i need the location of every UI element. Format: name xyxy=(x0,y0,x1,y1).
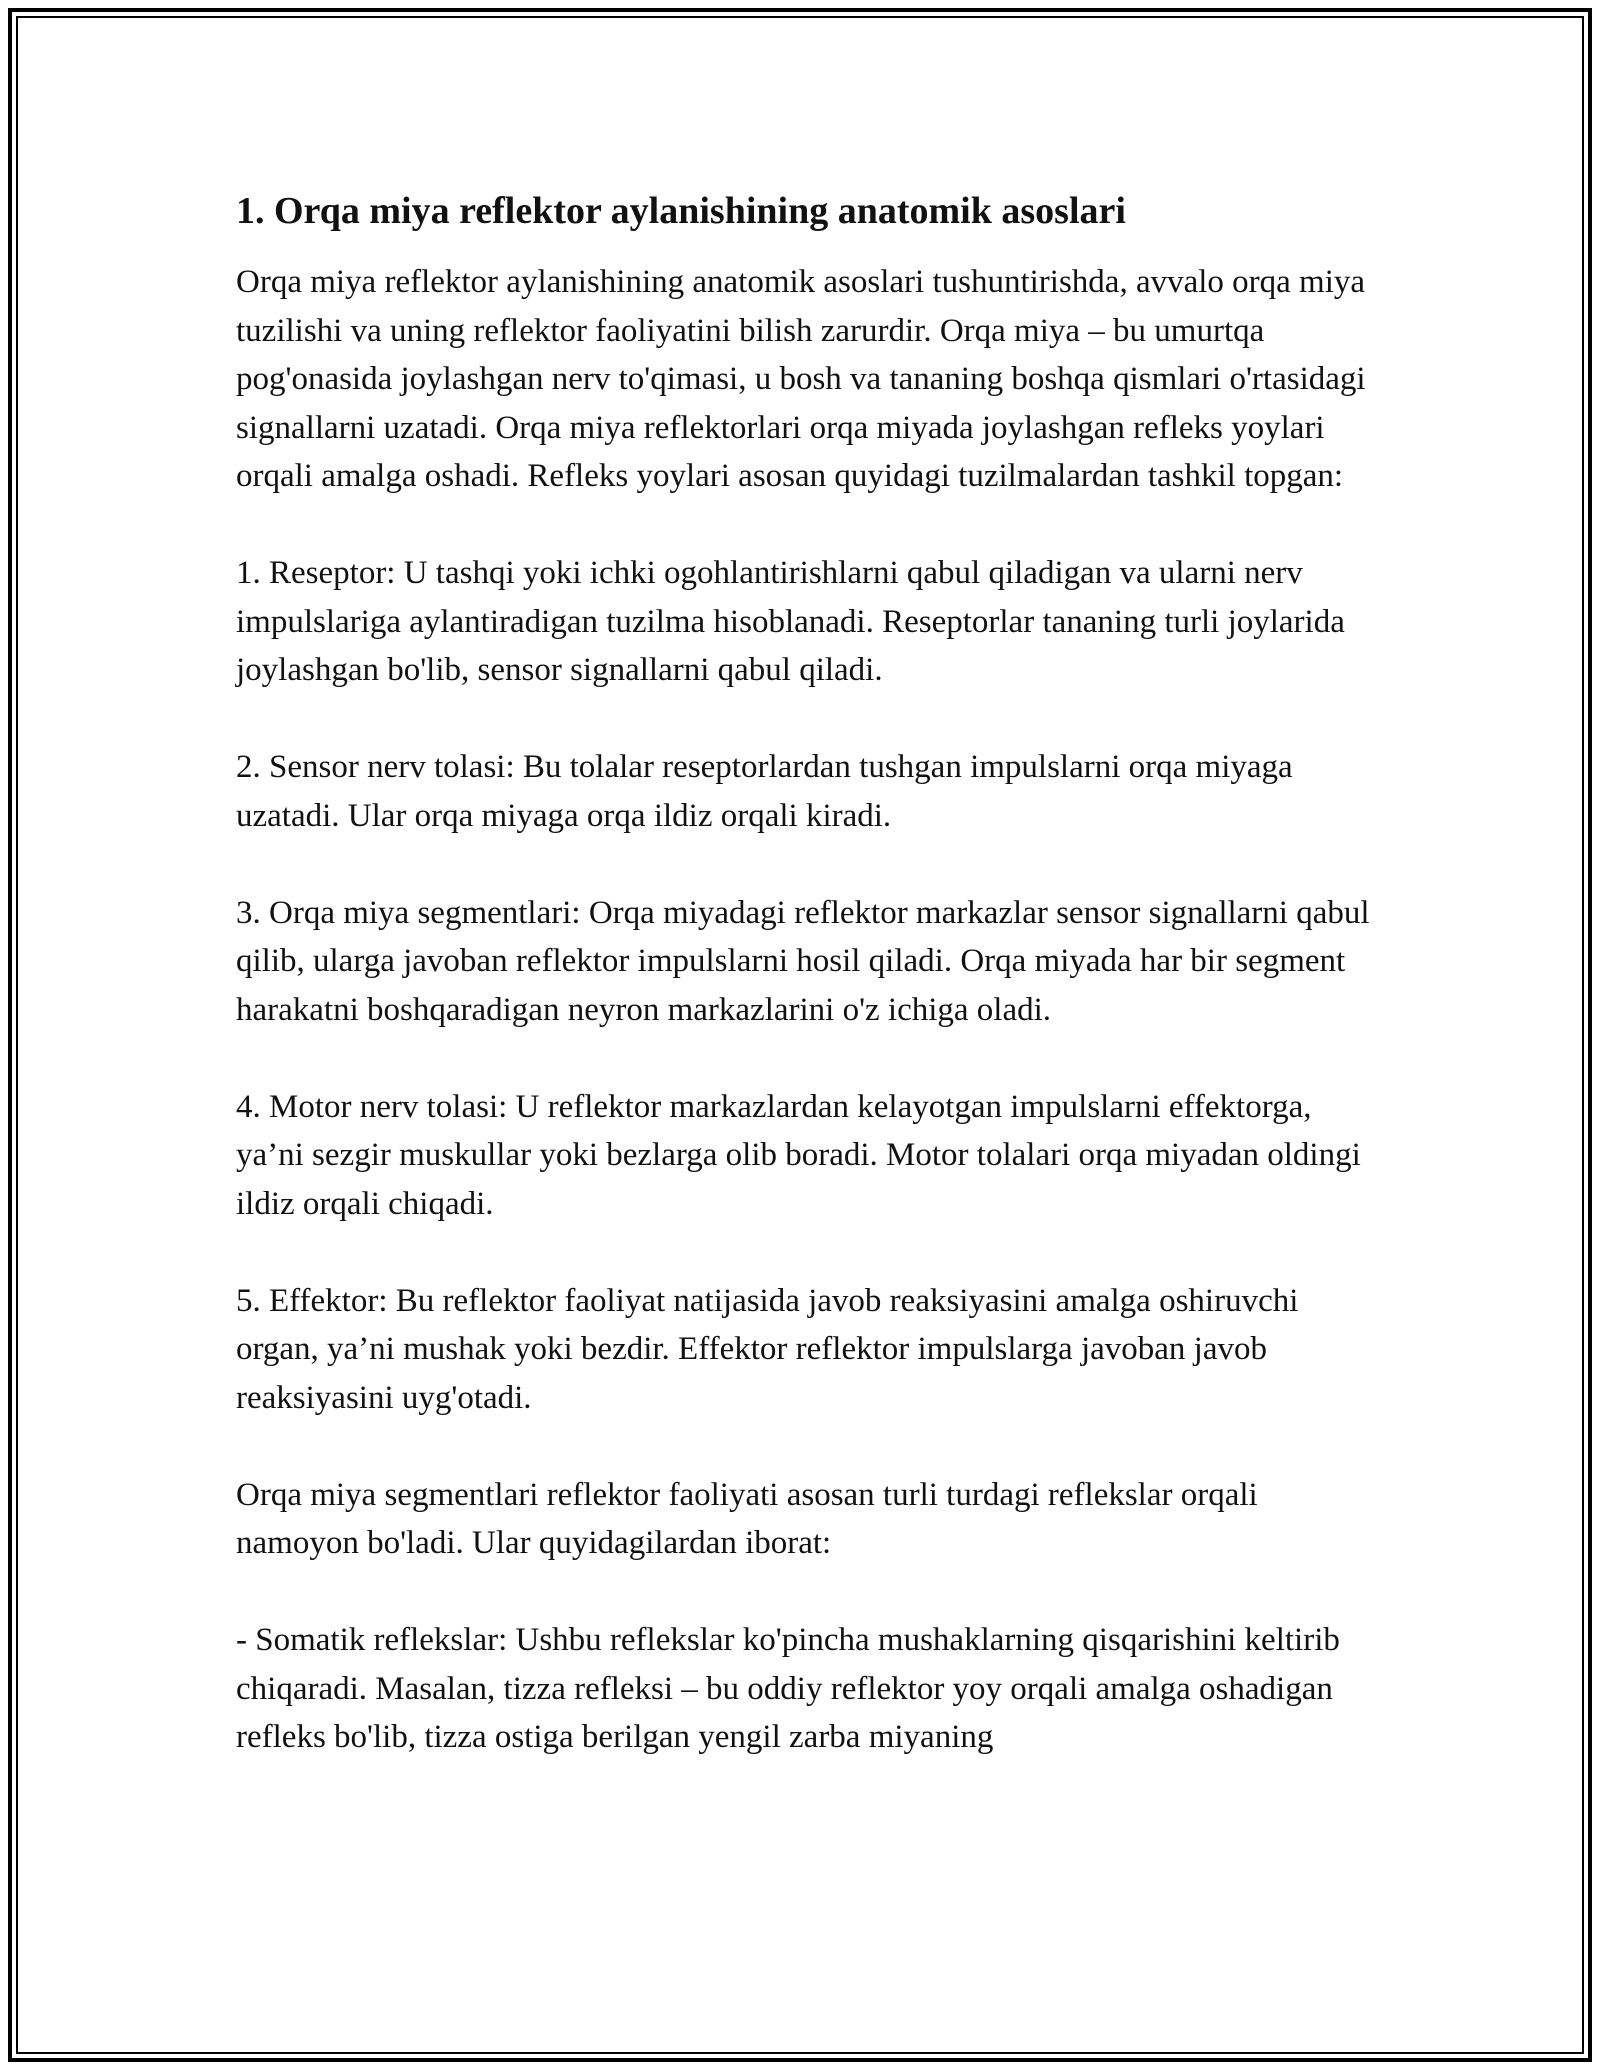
list-item-sensory-fiber: 2. Sensor nerv tolasi: Bu tolalar reseptorlardan tushgan impulslarni orqa miyaga uzatadi. Ular orqa miyaga orqa ildiz orqali kiradi. xyxy=(236,749,1293,834)
list-item-receptor: 1. Reseptor: U tashqi yoki ichki ogohlantirishlarni qabul qiladigan va ularni nerv impulslariga aylantiradigan tuzilma hisoblanadi. Reseptorlar tananing turli joylarida joylashgan bo'lib, sensor signallarni qabul qiladi. xyxy=(236,555,1345,688)
intro-paragraph: Orqa miya reflektor aylanishining anatomik asoslari tushuntirishda, avvalo orqa miya tuzilishi va uning reflektor faoliyatini bilish zarurdir. Orqa miya – bu umurtqa pog'onasida joylashgan nerv to'qimasi, u bosh va tananing boshqa qismlari o'rtasidagi signallarni uzatadi. Orqa miya reflektorlari orqa miyada joylashgan refleks yoylari orqali amalga oshadi. Refleks yoylari asosan quyidagi tuzilmalardan tashkil topgan: xyxy=(236,264,1366,494)
document-body xyxy=(236,186,1376,1762)
list-item-spinal-segments: 3. Orqa miya segmentlari: Orqa miyadagi reflektor markazlar sensor signallarni qabul qilib, ularga javoban reflektor impulslarni hosil qiladi. Orqa miyada har bir segment harakatni boshqaradigan neyron markazlarini o'z ichiga oladi. xyxy=(236,894,1370,1028)
reflex-types-paragraph: Orqa miya segmentlari reflektor faoliyati asosan turli turdagi reflekslar orqali namoyon bo'ladi. Ular quyidagilardan iborat: xyxy=(236,1476,1258,1561)
somatic-reflexes-paragraph: - Somatik reflekslar: Ushbu reflekslar ko'pincha mushaklarning qisqarishini keltirib chiqaradi. Masalan, tizza refleksi – bu oddiy reflektor yoy orqali amalga oshadigan refleks bo'lib, tizza ostiga berilgan yengil zarba miyaning xyxy=(236,1622,1340,1755)
section-heading: 1. Orqa miya reflektor aylanishining anatomik asoslari xyxy=(236,190,1126,232)
list-item-motor-fiber: 4. Motor nerv tolasi: U reflektor markazlardan kelayotgan impulslarni effektorga, ya’ni sezgir muskullar yoki bezlarga olib boradi. Motor tolalari orqa miyadan oldingi ildiz orqali chiqadi. xyxy=(236,1088,1361,1222)
list-item-effector: 5. Effektor: Bu reflektor faoliyat natijasida javob reaksiyasini amalga oshiruvchi organ, ya’ni mushak yoki bezdir. Effektor reflektor impulslarga javoban javob reaksiyasini uyg'otadi. xyxy=(236,1282,1299,1416)
